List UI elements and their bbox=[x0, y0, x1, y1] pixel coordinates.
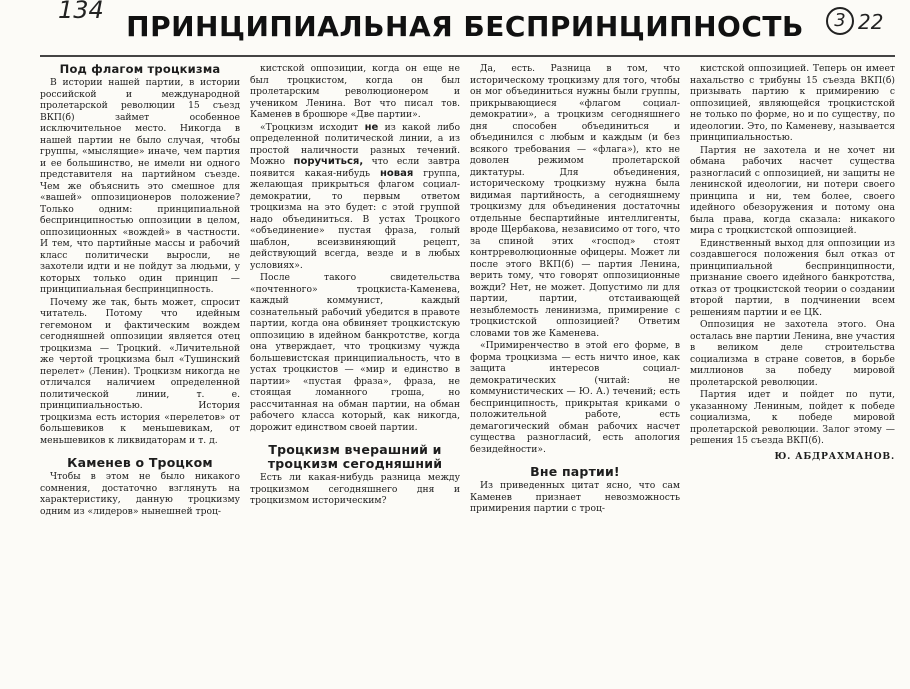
quote-text: группа, желающая прикрыться флагом социал-демократии, то первым ответом троцкизма на это будет: с этой группой надо объединиться. В устах Троцкого «объединение» пустая фраза, голый шаблон, всеизвиняющий рецепт, действующий всегда, везде и в любых условиях». bbox=[250, 167, 460, 271]
headline-rule bbox=[40, 55, 895, 57]
emphasis-text: не bbox=[364, 121, 379, 133]
paragraph: «Примиренчество в этой его форме, в форма троцкизма — есть ничто иное, как защита интересов социал-демократических (читай: не коммунистических — Ю. А.) течений; есть беспринципность, прикрытая криками о положительной работе, есть демагогический обман рабочих насчет существа разногласий, есть апология безидейности». bbox=[470, 340, 680, 455]
paragraph: кистской оппозицией. Теперь он имеет нахальство с трибуны 15 съезда ВКП(б) призывать партию к примирению с оппозицией, являющейся троцкистской не только по форме, но и по существу, по идеологии. Это, по Каменеву, называется принципиальностью. bbox=[690, 63, 895, 143]
paragraph: Есть ли какая-нибудь разница между троцкизмом сегодняшнего дня и троцкизмом историческим? bbox=[250, 472, 460, 506]
subheading-trotskyism-yesterday-today: Троцкизм вчерашний и троцкизм сегодняшний bbox=[267, 442, 443, 471]
paragraph: Да, есть. Разница в том, что историческому троцкизму для того, чтобы он мог объединиться нужны были группы, прикрывающиеся «флагом социал-демократии», а троцкизм сегодняшнего дня способен объединиться и объединился с любым и каждым (и без всякого требования — «флага»), кто не доволен режимом пролетарской диктатуры. Для объединения, историческому троцкизму нужна была видимая партийность, а сегодняшнему троцкизму для объединения достаточны отдельные беспартийные интеллигенты, вроде Щербакова, независимо от того, что за спиной этих «господ» стоят контрреволюционные офицеры. Может ли после этого ВКП(б) — партия Ленина, верить тому, что говорят оппозиционные вожди? Нет, не может. Допустимо ли для партии, партии, отстаивающей незыблемость ленинизма, примирение с троцкистской оппозицией? Ответим словами тов же Каменева. bbox=[470, 63, 680, 339]
paragraph: В истории нашей партии, в истории российской и международной пролетарской революции 15 съезд ВКП(б) займет особенное исключительное место. Никогда в нашей партии не было случая, чтобы группы, «мыслящие» иначе, чем партия и ее большинство, не имели ни одного представителя на партийном съезде. Чем же объяснить это смешное для «вашей» оппозиционеров положение? Только одним: принципиальной беспринципностью оппозиции в целом, оппозиционных «вождей» в частности. И тем, что партийные массы и рабочий класс политически выросли, не захотели идти и не пойдут за людьми, у которых только один принцип — принципиальная беспринципность. bbox=[40, 77, 240, 295]
paragraph: кистской оппозиции, когда он еще не был троцкистом, когда он был пролетарским революционером и учеником Ленина. Вот что писал тов. Каменев в брошюре «Две партии». bbox=[250, 63, 460, 120]
paragraph: Партия идет и пойдет по пути, указанному Лениным, пойдет к победе социализма, к победе мировой пролетарской революции. Залог этому — решения 15 съезда ВКП(б). bbox=[690, 389, 895, 446]
paragraph: Партия не захотела и не хочет ни обмана рабочих насчет существа разногласий с оппозицией, ни защиты не ленинской идеологии, ни потери своего принципа и ни, тем более, своего идейного обезоружения и потому она была права, когда сказала: никакого мира с троцкистской оппозицией. bbox=[690, 144, 895, 236]
paragraph: Почему же так, быть может, спросит читатель. Потому что идейным гегемоном и фактическим вождем сегодняшней оппозиции является отец троцкизма — Троцкий. «Личительной же чертой троцкизма был «Тушинский перелет» (Ленин). Троцкизм никогда не отличался наличием определенной политической линии, т. е. принципиальностью. История троцкизма есть история «перелетов» от большевиков к меньшевикам, от меньшевиков к ликвидаторам и т. д. bbox=[40, 296, 240, 446]
paragraph: Оппозиция не захотела этого. Она осталась вне партии Ленина, вне участия в великом деле строительства социализма в стране советов, в борьбе миллионов за победу мировой пролетарской революции. bbox=[690, 319, 895, 388]
handwritten-page-number: 134 bbox=[58, 0, 104, 24]
column-2 bbox=[250, 63, 460, 508]
author-signature: Ю. АБДРАХМАНОВ. bbox=[774, 450, 895, 462]
handwritten-circled-number: 3 bbox=[826, 7, 854, 35]
subheading-under-flag: Под флагом троцкизма bbox=[59, 62, 221, 76]
paragraph: Единственный выход для оппозиции из создавшегося положения был отказ от принципиальной беспринципности, признание своего идейного банкротства, отказ от троцкистской теории о создании второй партии, в подчинении всем решениям партии и ее ЦК. bbox=[690, 237, 895, 318]
subheading-kamenev-on-trotsky: Каменев о Троцком bbox=[67, 455, 213, 470]
column-1 bbox=[40, 63, 240, 518]
kamenev-quote bbox=[250, 122, 460, 272]
quote-text: «Троцкизм исходит bbox=[260, 121, 365, 133]
article-headline: ПРИНЦИПИАЛЬНАЯ БЕСПРИНЦИПНОСТЬ bbox=[126, 10, 804, 43]
emphasis-text: поручиться, bbox=[293, 156, 364, 167]
quote-text: из какой либо определенной политической линии, а из простой наличности разных течений. Можно bbox=[250, 121, 460, 167]
handwritten-number-right: 22 bbox=[858, 10, 884, 34]
column-4 bbox=[690, 63, 895, 463]
emphasis-text: новая bbox=[379, 167, 414, 179]
column-3 bbox=[470, 63, 680, 516]
paragraph: Из приведенных цитат ясно, что сам Каменев признает невозможность примирения партии с троц- bbox=[470, 480, 680, 514]
quote-text: что если завтра появится какая-нибудь bbox=[250, 156, 460, 179]
paragraph: После такого свидетельства «почтенного» троцкиста-Каменева, каждый коммунист, каждый сознательный рабочий убедится в правоте партии, когда она обвиняет троцкистскую оппозицию в идейном банкротстве, когда она утверждает, что троцкизму чужда большевистская принципиальность, что в устах троцкистов — «мир и единство в партии» «пустая фраза», фраза, не стоящая ломанного гроша, но рассчитанная на обман партии, на обман рабочего класса который, как никогда, дорожит единством своей партии. bbox=[250, 272, 460, 433]
subheading-outside-party: Вне партии! bbox=[530, 464, 620, 479]
paragraph: Чтобы в этом не было никакого сомнения, достаточно взглянуть на характеристику, данную троцкизму одним из «лидеров» нынешней троц- bbox=[40, 471, 240, 517]
